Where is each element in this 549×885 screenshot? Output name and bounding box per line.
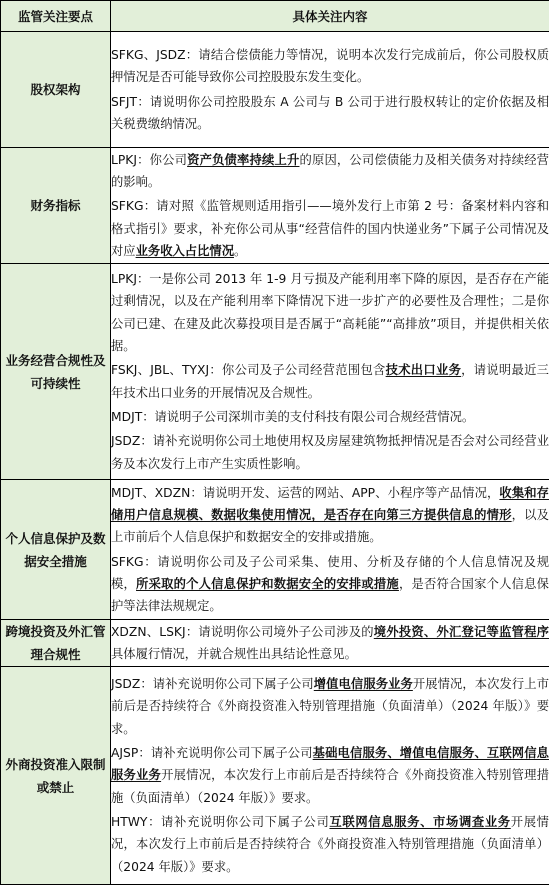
emphasis-text: 境外投资、外汇登记等监管程序 bbox=[374, 625, 549, 639]
paragraph-text: 开展情况，本次发行上市前后是否持续符合《外商投资准入特别管理措施（负面清单）（2024 年版）》要求。 bbox=[111, 815, 549, 874]
content-paragraph bbox=[111, 359, 549, 404]
focus-point-cell: 个人信息保护及数据安全措施 bbox=[1, 480, 111, 620]
emphasis-text: 技术出口业务 bbox=[386, 363, 462, 377]
focus-point-cell: 跨境投资及外汇管理合规性 bbox=[1, 620, 111, 667]
paragraph-text: 具体履行情况，并就合规性出具结论性意见。 bbox=[111, 647, 357, 661]
table-row bbox=[1, 620, 549, 667]
paragraph-text: SFJT：请说明你公司控股股东 A 公司与 B 公司于进行股权转让的定价依据及相关税费缴纳情况。 bbox=[111, 95, 549, 131]
paragraph-text: SFKG、JSDZ：请结合偿债能力等情况，说明本次发行完成前后，你公司股权质押情况是否可能导致你公司控股股东发生变化。 bbox=[111, 48, 549, 84]
focus-point-cell: 外商投资准入限制或禁止 bbox=[1, 667, 111, 885]
table-row bbox=[1, 264, 549, 480]
focus-content-cell bbox=[111, 480, 549, 620]
header-content: 具体关注内容 bbox=[111, 1, 549, 32]
paragraph-text: ，请说明最近三年技术出口业务的开展情况及合规性。 bbox=[111, 363, 549, 399]
paragraph-text: HTWY：请补充说明你公司下属子公司 bbox=[111, 815, 329, 829]
paragraph-text: SFKG：请说明你公司及子公司采集、使用、分析及存储的个人信息情况及规模， bbox=[111, 555, 549, 591]
focus-content-cell bbox=[111, 667, 549, 885]
header-key: 监管关注要点 bbox=[1, 1, 111, 32]
focus-point-cell: 股权架构 bbox=[1, 32, 111, 148]
emphasis-text: 业务收入占比情况 bbox=[136, 244, 234, 258]
paragraph-text: FSKJ、JBL、TYXJ：你公司及子公司经营范围包含 bbox=[111, 363, 386, 377]
focus-content-cell bbox=[111, 148, 549, 264]
content-paragraph bbox=[111, 811, 549, 878]
paragraph-text: 开展情况，本次发行上市前后是否持续符合《外商投资准入特别管理措施（负面清单）（2024 年版）》要求。 bbox=[111, 768, 549, 804]
table-row bbox=[1, 667, 549, 885]
content-paragraph bbox=[111, 149, 549, 194]
paragraph-text: LPKJ：一是你公司 2013 年 1-9 月亏损及产能利用率下降的原因，是否存在产能过剩情况，以及在产能利用率下降情况下进一步扩产的必要性及合理性；二是你公司已建、在建及此次募投项目是否属于“高耗能”“高排放”项目，并提供相关依据。 bbox=[111, 272, 549, 353]
emphasis-text: 所采取的个人信息保护和数据安全的安排或措施 bbox=[136, 577, 399, 591]
paragraph-text: JSDZ：请补充说明你公司下属子公司 bbox=[111, 677, 314, 691]
content-paragraph bbox=[111, 482, 549, 549]
paragraph-text: 。 bbox=[234, 244, 246, 258]
content-paragraph bbox=[111, 268, 549, 357]
content-paragraph bbox=[111, 195, 549, 262]
focus-content-cell bbox=[111, 32, 549, 148]
paragraph-text: MDJT、XDZN：请说明开发、运营的网站、APP、小程序等产品情况， bbox=[111, 486, 499, 500]
paragraph-text: LPKJ：你公司 bbox=[111, 153, 187, 167]
paragraph-text: SFKG：请对照《监管规则适用指引——境外发行上市第 2 号：备案材料内容和格式指引》要求，补充你公司从事“经营信件的国内快递业务”下属子公司情况及对应 bbox=[111, 199, 549, 258]
table-header-row bbox=[1, 1, 549, 32]
content-paragraph bbox=[111, 673, 549, 740]
table-row bbox=[1, 32, 549, 148]
paragraph-text: ，以及上市前后个人信息保护和数据安全的安排或措施。 bbox=[111, 508, 549, 544]
paragraph-text: 的原因，公司偿债能力及相关债务对持续经营的影响。 bbox=[111, 153, 549, 189]
content-paragraph bbox=[111, 406, 549, 428]
content-paragraph bbox=[111, 430, 549, 475]
content-paragraph bbox=[111, 44, 549, 89]
focus-point-cell: 业务经营合规性及可持续性 bbox=[1, 264, 111, 480]
paragraph-text: JSDZ：请补充说明你公司土地使用权及房屋建筑物抵押情况是否会对公司经营业务及本次发行上市产生实质性影响。 bbox=[111, 434, 549, 470]
emphasis-text: 基础电信服务、增值电信服务、互联网信息服务业务 bbox=[111, 746, 549, 782]
table-row bbox=[1, 480, 549, 620]
paragraph-text: XDZN、LSKJ：请说明你公司境外子公司涉及的 bbox=[111, 625, 374, 639]
emphasis-text: 收集和存储用户信息规模、数据收集使用情况，是否存在向第三方提供信息的情形 bbox=[111, 486, 549, 522]
paragraph-text: AJSP：请补充说明你公司下属子公司 bbox=[111, 746, 313, 760]
paragraph-text: MDJT：请说明子公司深圳市美的支付科技有限公司合规经营情况。 bbox=[111, 410, 474, 424]
content-paragraph bbox=[111, 742, 549, 809]
table-body bbox=[1, 32, 549, 885]
content-paragraph bbox=[111, 551, 549, 618]
focus-content-cell bbox=[111, 264, 549, 480]
focus-point-cell: 财务指标 bbox=[1, 148, 111, 264]
table-row bbox=[1, 148, 549, 264]
emphasis-text: 增值电信服务业务 bbox=[314, 677, 413, 691]
focus-content-cell bbox=[111, 620, 549, 667]
paragraph-text: 开展情况，本次发行上市前后是否持续符合《外商投资准入特别管理措施（负面清单）（2024 年版）》要求。 bbox=[111, 677, 549, 736]
emphasis-text: 互联网信息服务、市场调查业务 bbox=[329, 815, 510, 829]
emphasis-text: 资产负债率持续上升 bbox=[187, 153, 299, 167]
content-paragraph bbox=[111, 91, 549, 136]
paragraph-text: ，是否符合国家个人信息保护等法律法规规定。 bbox=[111, 577, 549, 613]
content-paragraph bbox=[111, 621, 549, 666]
